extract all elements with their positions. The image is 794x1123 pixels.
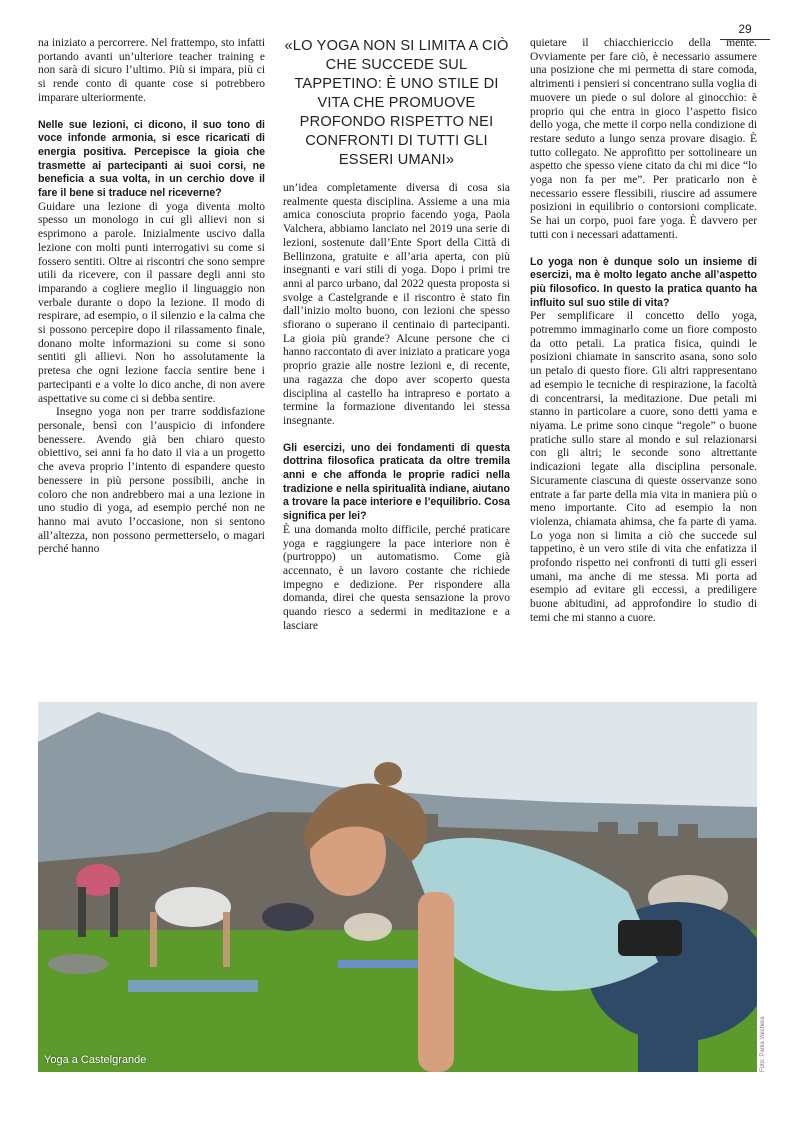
paragraph: Per semplificare il concetto dello yoga, potremmo immaginarlo come un fiore composto da otto petali. La pratica fisica, quindi le posizioni chiamate in sanscrito asana, sono solo un petalo di questo fiore. Gli altri rappresentano ad esempio le tecniche di respirazione, la facoltà di concentrarsi, la meditazione. Due petali mi stanno in particolare a cuore, sono detti yama e niyama. Le prime sono cinque “regole” o buone pratiche sullo stare al mondo e sul relazionarsi con gli altri; le seconde sono altrettante indicazioni legate alla disciplina personale. Sicuramente ciascuna di queste osservanze sono entrate a far parte della mia vita in maniera più o meno importante. Cito ad esempio la non violenza, chiamata ahimsa, che fa parte di yama. Lo yoga non si limita a ciò che succede sul tappetino, è un vero stile di vita che enfatizza il profondo rispetto nei confronti di tutti gli esseri umani, ma anche di me stessa. Mi porta ad esempio ad evitare gli eccessi, a prediligere buone abitudini, ad approfondire lo studio di temi che mi stanno a cuore. <box>530 310 757 624</box>
paragraph: È una domanda molto difficile, perché praticare yoga e raggiungere la pace interiore non è (purtroppo) un automatismo. Come già accennato, è un lavoro costante che richiede impegno e dedizione. Per rispondere alla domanda, direi che questa sensazione la provo quando riesco a sedermi in meditazione e a lasciare <box>283 523 510 632</box>
yoga-photo <box>38 702 757 1072</box>
paragraph: Insegno yoga non per trarre soddisfazione personale, bensì con l’auspicio di infondere benessere. Avendo già ben chiaro questo obiettivo, sei anni fa ho dato il via a un progetto che aveva proprio l’intento di espandere questo benessere in più persone possibili, anche in coloro che non andrebbero mai a una lezione in uno studio di yoga, ad esempio perché non ne hanno mai avuto l’occasione, non si sentono all’altezza, non possono permetterselo, o magari perché hanno <box>38 406 265 556</box>
paragraph: Guidare una lezione di yoga diventa molto spesso un monologo in cui gli allievi non si esprimono a parole. Inizialmente uscivo dalla lezione con molti punti interrogativi su come si fossero sentiti. Oltre ai riscontri che sono sempre utili da ricevere, con il passare degli anni sto imparando a cogliere meglio il linguaggio non verbale durante o dopo la lezione. Il modo di respirare, ad esempio, o il silenzio e la calma che si possono percepire dopo il rilassamento finale, donano molte informazioni su come si sono sentiti gli allievi. Non ho assolutamente la pretesa che ogni lezione faccia sentire bene i partecipanti e a volte lo dico anche, di non avere aspettative su come ci si debba sentire. <box>38 200 265 405</box>
interview-question: Gli esercizi, uno dei fondamenti di questa dottrina filosofica praticata da oltre tremila anni e che affonda le proprie radici nella tradizione e nella spiritualità indiane, aiutano a trovare la pace interiore e l’equilibrio. Cosa significa per lei? <box>283 441 510 523</box>
paragraph: quietare il chiacchiericcio della mente. Ovviamente per fare ciò, è necessario assumere una posizione che mi permetta di stare comoda, altrimenti i pensieri si concentrano sulla voglia di muovere un piede o sul dolore al ginocchio: è proprio qui che entra in gioco l’aspetto fisico dello yoga, che mette il corpo nella condizione di restare seduto a lungo senza provare disagio. È tutto collegato. Ne approfitto per sottolineare un aspetto che spesso viene citato da chi mi dice “lo yoga non fa per me”. Per praticarlo non è necessario essere flessibili, riuscire ad assumere posizioni in equilibrio o contorsioni complicate. Se hai un corpo, puoi fare yoga. È davvero per tutti con i necessari adattamenti. <box>530 37 757 241</box>
yoga-photo-illustration <box>38 702 757 1072</box>
pull-quote: «LO YOGA NON SI LIMITA A CIÒ CHE SUCCEDE SUL TAPPETINO: È UNO STILE DI VITA CHE PROMUOVE PROFONDO RISPETTO NEI CONFRONTI DI TUTTI GLI ESSERI UMANI» <box>284 38 509 168</box>
paragraph: na iniziato a percorrere. Nel frattempo, sto infatti portando avanti un’ulteriore teacher training e non sarà di sicuro l’ultimo. Più si impara, più ci si rende conto di quante cose si potrebbero imparare ulteriormente. <box>38 37 265 104</box>
interview-question: Lo yoga non è dunque solo un insieme di esercizi, ma è molto legato anche all’aspetto più filosofico. In questo la pratica quanto ha influito sul suo stile di vita? <box>530 255 757 309</box>
column-3 <box>530 37 757 626</box>
interview-question: Nelle sue lezioni, ci dicono, il suo tono di voce infonde armonia, si esce ricaricati di energia positiva. Percepisce la gioia che trasmette ai partecipanti ai suoi corsi, ne beneficia a sua volta, in un cerchio dove il fare il bene si traduce nel riceverne? <box>38 118 265 200</box>
column-2 <box>283 182 510 634</box>
column-1 <box>38 37 265 557</box>
photo-credit: Foto: Paola Valchera <box>760 1016 766 1072</box>
photo-caption: Yoga a Castelgrande <box>44 1054 147 1066</box>
paragraph: un’idea completamente diversa di cosa sia realmente questa disciplina. Assieme a una mia amica conosciuta proprio facendo yoga, Paola Valchera, abbiamo lanciato nel 2019 una serie di lezioni, sostenute dall’Ente Sport della Città di Bellinzona, gratuite e all’aria aperta, con più insegnanti e vari stili di yoga. Dopo i primi tre anni al parco urbano, dal 2022 questa proposta si svolge a Castelgrande e il riscontro è stato fin dall’inizio molto buono, con lezioni che spesso sfiorano o superano il centinaio di partecipanti. La gioia più grande? Alcune persone che ci hanno raccontato di aver iniziato a praticare yoga proprio grazie alle nostre lezioni e, di recente, una ragazza che dopo aver scoperto questa disciplina al castello ha intrapreso e portato a termine la formazione diventando lei stessa insegnante. <box>283 182 510 427</box>
page-number: 29 <box>720 22 770 40</box>
